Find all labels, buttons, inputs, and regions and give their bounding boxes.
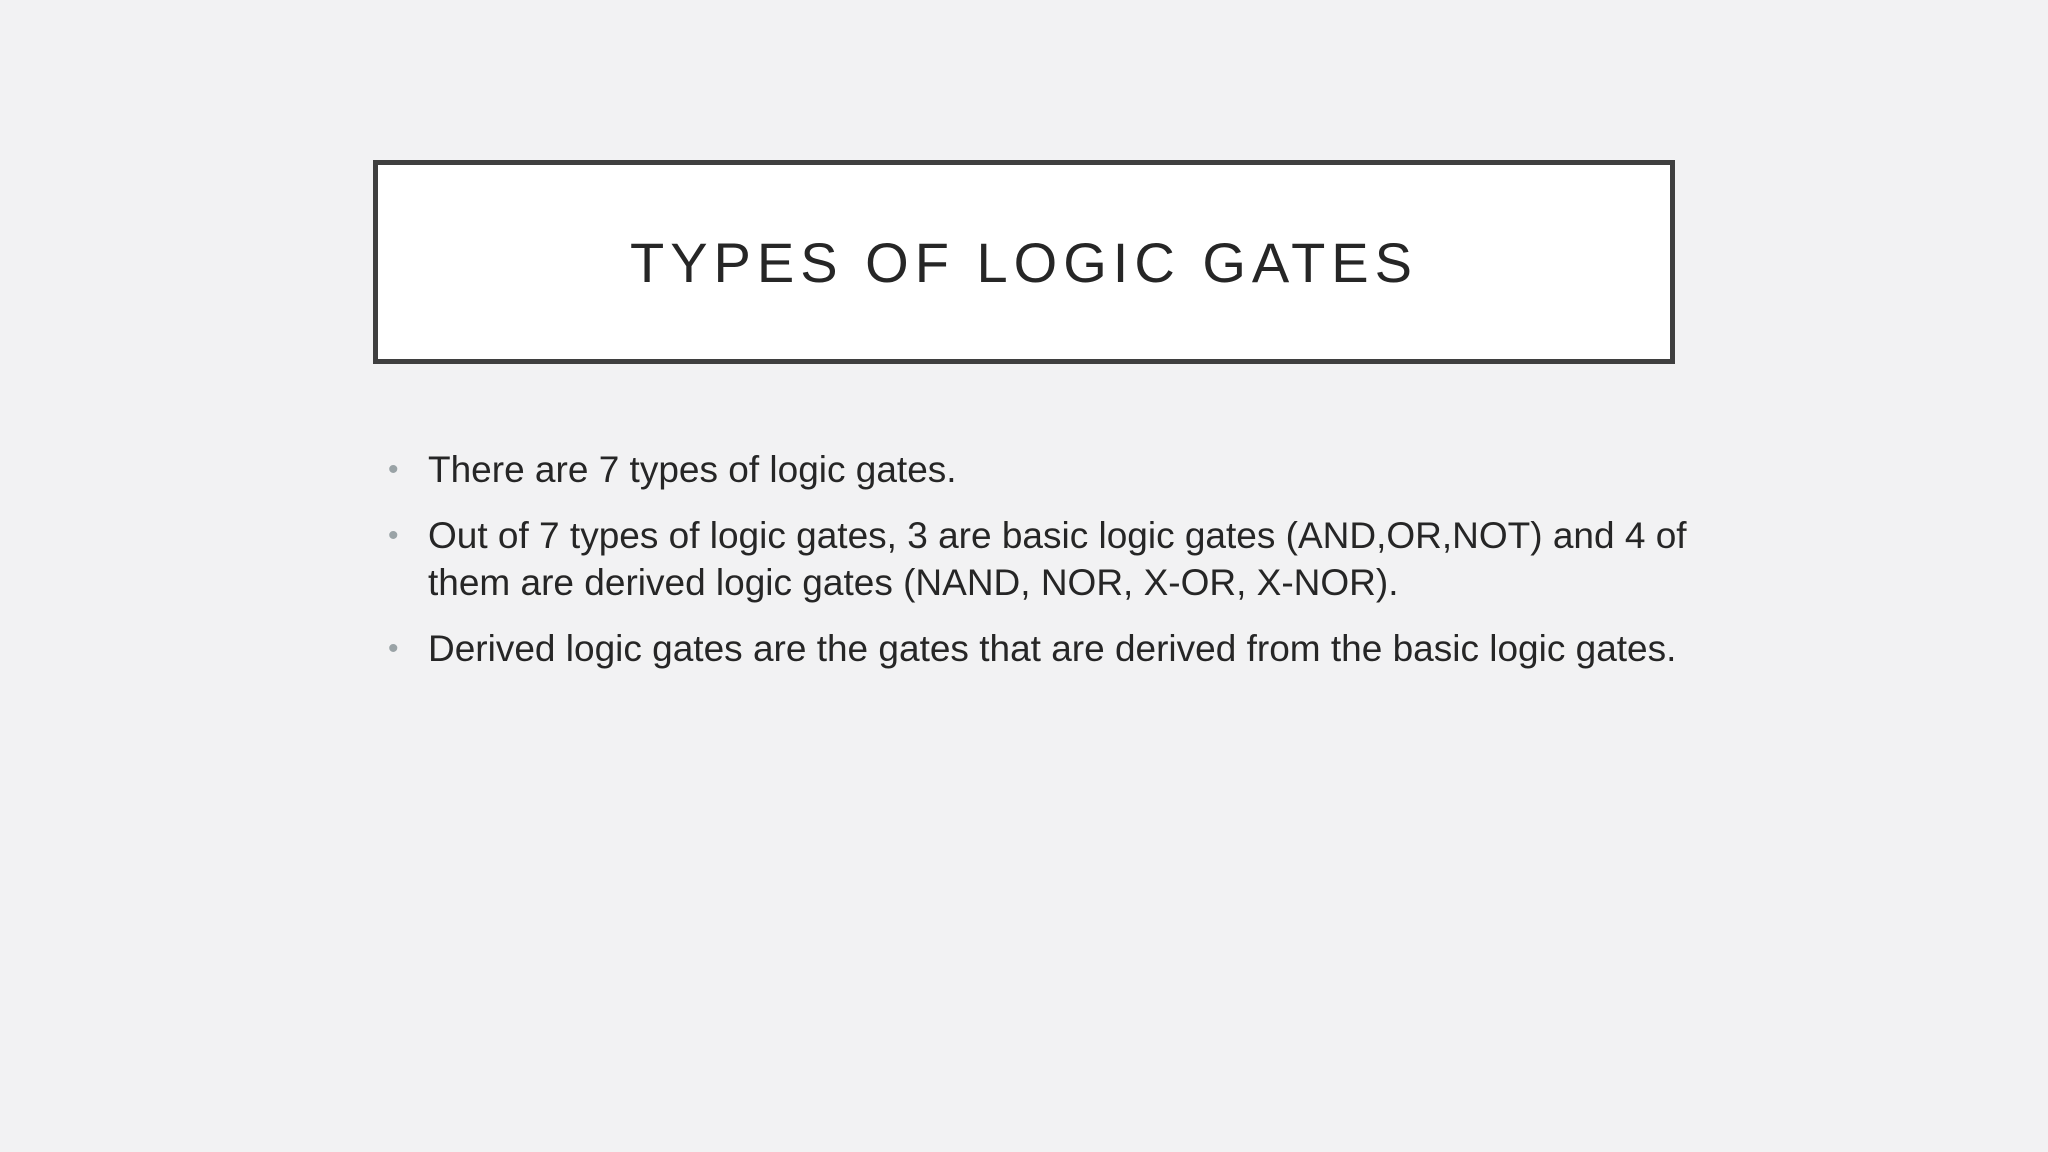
bullet-text: There are 7 types of logic gates.	[428, 449, 957, 490]
bullet-item	[388, 512, 1688, 606]
bullet-icon: •	[388, 519, 399, 552]
bullet-icon: •	[388, 632, 399, 665]
bullet-text: Out of 7 types of logic gates, 3 are basic logic gates (AND,OR,NOT) and 4 of them are derived logic gates (NAND, NOR, X-OR, X-NOR).	[428, 515, 1687, 603]
title-box	[373, 160, 1675, 364]
slide-title: TYPES OF LOGIC GATES	[630, 230, 1418, 294]
bullet-text: Derived logic gates are the gates that are derived from the basic logic gates.	[428, 628, 1677, 669]
bullet-list	[388, 446, 1688, 691]
bullet-item	[388, 446, 1688, 493]
bullet-icon: •	[388, 453, 399, 486]
bullet-item	[388, 625, 1688, 672]
